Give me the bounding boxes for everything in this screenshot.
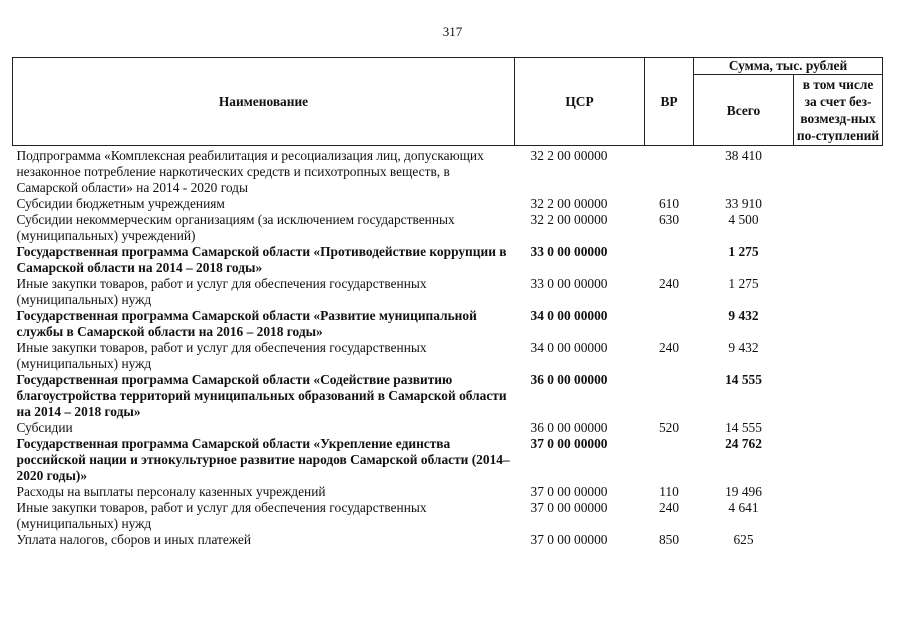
row-total-cell: 625: [733, 532, 754, 547]
table-row: [13, 196, 883, 212]
row-csr-cell: 32 2 00 00000: [530, 196, 608, 211]
row-free-receipts-cell: [794, 340, 883, 372]
row-total-cell: 14 555: [725, 372, 762, 387]
row-csr-cell: 33 0 00 00000: [530, 276, 608, 291]
table-row: [13, 372, 883, 420]
row-csr-cell: 36 0 00 00000: [530, 420, 608, 435]
row-total-cell: 4 641: [728, 500, 759, 515]
header-total: Всего: [694, 75, 794, 146]
table-row: [13, 436, 883, 484]
row-csr-cell: 37 0 00 00000: [530, 532, 608, 547]
row-name-cell: Государственная программа Самарской области «Укрепление единства российской нации и этнокультурное развитие народов Самарской области (2014–2020 годы)»: [16, 436, 510, 483]
row-csr-cell: 37 0 00 00000: [530, 500, 608, 515]
row-free-receipts-cell: [794, 484, 883, 500]
row-csr-cell: 32 2 00 00000: [530, 148, 608, 163]
row-csr-cell: 37 0 00 00000: [530, 436, 608, 451]
row-total-cell: 9 432: [728, 340, 759, 355]
table-row: [13, 146, 883, 197]
row-free-receipts-cell: [794, 244, 883, 276]
row-csr-cell: 36 0 00 00000: [530, 372, 608, 387]
table-row: [13, 276, 883, 308]
row-name-cell: Субсидии бюджетным учреждениям: [16, 196, 225, 211]
row-name-cell: Субсидии: [16, 420, 73, 435]
row-free-receipts-cell: [794, 436, 883, 484]
row-vr-cell: 240: [658, 340, 680, 355]
row-total-cell: 14 555: [725, 420, 762, 435]
row-vr-cell: 850: [658, 532, 680, 547]
header-name: Наименование: [13, 58, 515, 146]
row-name-cell: Государственная программа Самарской области «Развитие муниципальной службы в Самарской области на 2016 – 2018 годы»: [16, 308, 477, 339]
row-total-cell: 9 432: [728, 308, 759, 323]
row-free-receipts-cell: [794, 372, 883, 420]
row-vr-cell: 110: [659, 484, 679, 499]
table-row: [13, 244, 883, 276]
page-number: 317: [442, 24, 463, 39]
table-row: [13, 500, 883, 532]
row-vr-cell: [645, 436, 694, 484]
row-total-cell: 38 410: [725, 148, 762, 163]
row-csr-cell: 34 0 00 00000: [530, 308, 608, 323]
row-name-cell: Расходы на выплаты персоналу казенных учреждений: [16, 484, 326, 499]
row-vr-cell: [645, 308, 694, 340]
header-sum: Сумма, тыс. рублей: [694, 58, 883, 75]
row-free-receipts-cell: [794, 196, 883, 212]
row-total-cell: 24 762: [725, 436, 762, 451]
row-name-cell: Иные закупки товаров, работ и услуг для обеспечения государственных (муниципальных) нужд: [16, 340, 427, 371]
row-free-receipts-cell: [794, 146, 883, 197]
row-csr-cell: 33 0 00 00000: [530, 244, 608, 259]
row-vr-cell: [645, 244, 694, 276]
row-vr-cell: 520: [658, 420, 680, 435]
row-free-receipts-cell: [794, 532, 883, 548]
table-row: [13, 420, 883, 436]
row-vr-cell: 630: [658, 212, 680, 227]
row-name-cell: Уплата налогов, сборов и иных платежей: [16, 532, 252, 547]
table-row: [13, 308, 883, 340]
row-csr-cell: 32 2 00 00000: [530, 212, 608, 227]
row-total-cell: 4 500: [728, 212, 759, 227]
table-row: [13, 340, 883, 372]
header-free-receipts: в том числе за счет без-возмезд-ных по-ступлений: [794, 75, 883, 146]
header-csr: ЦСР: [515, 58, 645, 146]
row-name-cell: Иные закупки товаров, работ и услуг для обеспечения государственных (муниципальных) нужд: [16, 500, 427, 531]
table-row: [13, 212, 883, 244]
row-name-cell: Государственная программа Самарской области «Противодействие коррупции в Самарской области на 2014 – 2018 годы»: [16, 244, 507, 275]
row-name-cell: Подпрограмма «Комплексная реабилитация и ресоциализация лиц, допускающих незаконное потребление наркотических средств и психотропных веществ, в Самарской области» на 2014 - 2020 годы: [16, 148, 484, 195]
table-row: [13, 532, 883, 548]
row-total-cell: 1 275: [728, 276, 759, 291]
row-free-receipts-cell: [794, 420, 883, 436]
row-name-cell: Субсидии некоммерческим организациям (за исключением государственных (муниципальных) учреждений): [16, 212, 455, 243]
row-free-receipts-cell: [794, 276, 883, 308]
row-vr-cell: 240: [658, 276, 680, 291]
row-vr-cell: [645, 372, 694, 420]
row-csr-cell: 34 0 00 00000: [530, 340, 608, 355]
table-row: [13, 484, 883, 500]
row-name-cell: Иные закупки товаров, работ и услуг для обеспечения государственных (муниципальных) нужд: [16, 276, 427, 307]
table-body: [13, 146, 883, 549]
row-vr-cell: 610: [658, 196, 680, 211]
row-free-receipts-cell: [794, 308, 883, 340]
row-free-receipts-cell: [794, 212, 883, 244]
table-header: [13, 58, 883, 146]
row-total-cell: 19 496: [725, 484, 762, 499]
row-total-cell: 33 910: [725, 196, 762, 211]
row-name-cell: Государственная программа Самарской области «Содействие развитию благоустройства территорий муниципальных образований в Самарской области на 2014 – 2018 годы»: [16, 372, 507, 419]
row-vr-cell: 240: [658, 500, 680, 515]
budget-table: [12, 57, 883, 548]
row-csr-cell: 37 0 00 00000: [530, 484, 608, 499]
row-total-cell: 1 275: [728, 244, 759, 259]
header-vr: ВР: [645, 58, 694, 146]
row-vr-cell: [645, 146, 694, 197]
row-free-receipts-cell: [794, 500, 883, 532]
